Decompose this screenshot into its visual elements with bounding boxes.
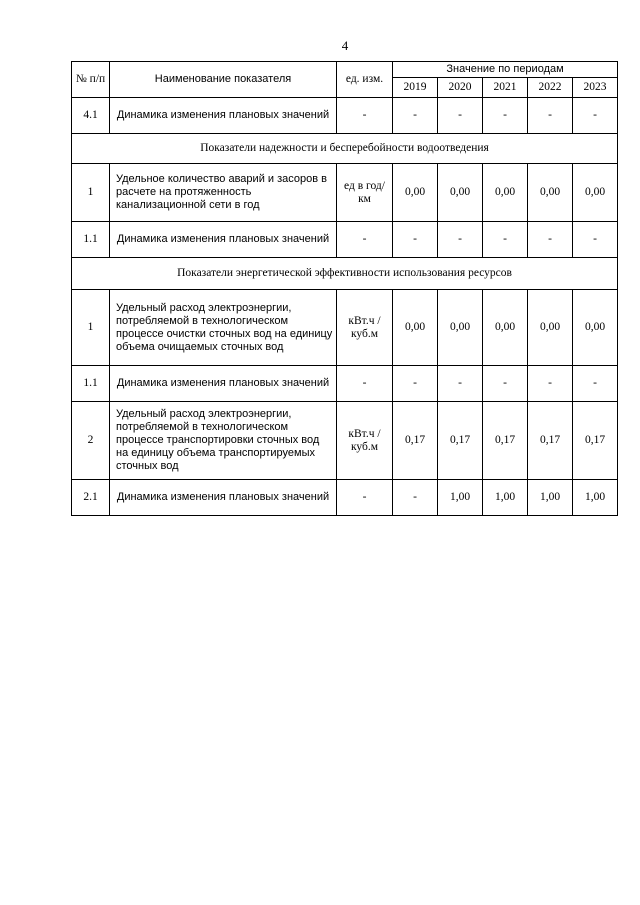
row-unit: - (337, 98, 393, 134)
row-value: - (528, 98, 573, 134)
row-value: 0,00 (483, 164, 528, 222)
table-row (72, 98, 618, 134)
section-row (72, 258, 618, 290)
row-value: - (438, 366, 483, 402)
row-name: Удельное количество аварий и засоров в расчете на протяженность канализационной сети в год (110, 164, 337, 222)
row-value: - (483, 222, 528, 258)
row-value: 0,00 (528, 290, 573, 366)
row-value: 1,00 (528, 480, 573, 516)
row-value: 0,00 (573, 164, 618, 222)
row-unit: ед в год/ км (337, 164, 393, 222)
row-value: - (393, 480, 438, 516)
section-title: Показатели надежности и бесперебойности водоотведения (72, 134, 618, 164)
row-name: Динамика изменения плановых значений (110, 366, 337, 402)
section-title: Показатели энергетической эффективности использования ресурсов (72, 258, 618, 290)
table-row (72, 164, 618, 222)
row-unit: кВт.ч / куб.м (337, 290, 393, 366)
table-row (72, 290, 618, 366)
row-value: 0,00 (483, 290, 528, 366)
year-2019: 2019 (393, 78, 438, 98)
row-value: 0,00 (438, 164, 483, 222)
row-value: 0,00 (528, 164, 573, 222)
row-num: 1.1 (72, 222, 110, 258)
header-periods: Значение по периодам (393, 62, 618, 78)
row-value: - (438, 222, 483, 258)
table-row (72, 222, 618, 258)
row-value: 0,00 (393, 290, 438, 366)
row-value: - (483, 98, 528, 134)
row-value: - (528, 366, 573, 402)
row-value: - (483, 366, 528, 402)
row-value: - (393, 98, 438, 134)
row-name: Удельный расход электроэнергии, потребляемой в технологическом процессе транспортировки сточных вод на единицу объема транспортируемых сточных вод (110, 402, 337, 480)
row-unit: - (337, 366, 393, 402)
row-value: 1,00 (573, 480, 618, 516)
row-value: - (393, 366, 438, 402)
row-value: 1,00 (438, 480, 483, 516)
header-num: № п/п (72, 62, 110, 98)
row-name: Динамика изменения плановых значений (110, 98, 337, 134)
row-unit: кВт.ч / куб.м (337, 402, 393, 480)
indicators-table (71, 61, 618, 516)
row-unit: - (337, 222, 393, 258)
year-2022: 2022 (528, 78, 573, 98)
year-2021: 2021 (483, 78, 528, 98)
row-value: - (528, 222, 573, 258)
header-name: Наименование показателя (110, 62, 337, 98)
row-num: 4.1 (72, 98, 110, 134)
header-row (72, 62, 618, 78)
row-value: - (393, 222, 438, 258)
header-unit: ед. изм. (337, 62, 393, 98)
row-value: 0,00 (573, 290, 618, 366)
row-num: 1 (72, 164, 110, 222)
row-value: 0,17 (393, 402, 438, 480)
row-name: Динамика изменения плановых значений (110, 480, 337, 516)
row-value: - (573, 366, 618, 402)
row-num: 1 (72, 290, 110, 366)
year-2020: 2020 (438, 78, 483, 98)
year-2023: 2023 (573, 78, 618, 98)
table-row (72, 402, 618, 480)
row-value: 0,17 (483, 402, 528, 480)
section-row (72, 134, 618, 164)
row-unit: - (337, 480, 393, 516)
page-number: 4 (341, 38, 349, 53)
row-value: 0,00 (393, 164, 438, 222)
row-value: 0,17 (573, 402, 618, 480)
row-value: - (438, 98, 483, 134)
table-row (72, 366, 618, 402)
row-name: Удельный расход электроэнергии, потребляемой в технологическом процессе очистки сточных вод на единицу объема очищаемых сточных вод (110, 290, 337, 366)
row-value: 0,00 (438, 290, 483, 366)
row-num: 2 (72, 402, 110, 480)
row-value: 0,17 (528, 402, 573, 480)
row-value: 0,17 (438, 402, 483, 480)
row-num: 2.1 (72, 480, 110, 516)
table-row (72, 480, 618, 516)
row-value: 1,00 (483, 480, 528, 516)
row-name: Динамика изменения плановых значений (110, 222, 337, 258)
row-value: - (573, 98, 618, 134)
row-value: - (573, 222, 618, 258)
row-num: 1.1 (72, 366, 110, 402)
